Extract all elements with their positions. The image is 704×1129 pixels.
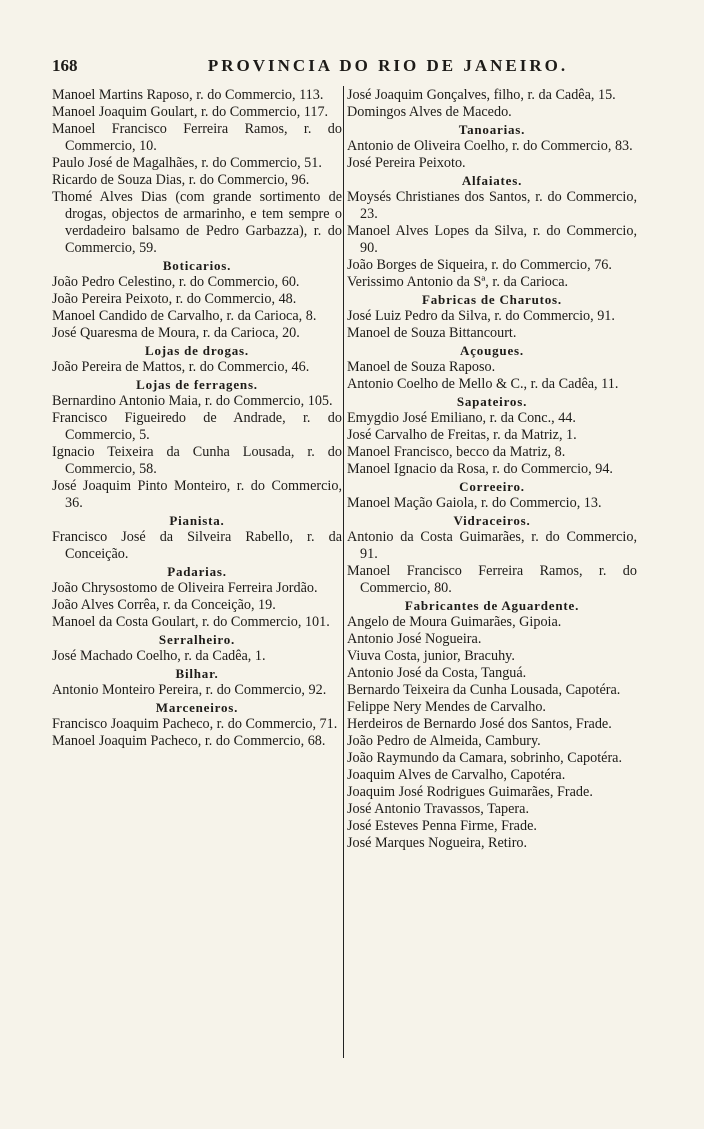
directory-entry: Manoel Candido de Carvalho, r. da Carioca, 8. xyxy=(52,308,317,324)
page-number: 168 xyxy=(52,56,78,75)
directory-entry: Verissimo Antonio da Sª, r. da Carioca. xyxy=(347,274,569,290)
section-heading: Alfaiates. xyxy=(461,173,523,188)
section-heading: Açougues. xyxy=(460,343,524,358)
directory-entry: Joaquim José Rodrigues Guimarães, Frade. xyxy=(347,784,593,800)
directory-entry: Francisco José da Silveira Rabello, r. da Conceição. xyxy=(52,529,342,562)
directory-entry: José Pereira Peixoto. xyxy=(347,155,466,171)
directory-entry: Manoel Ignacio da Rosa, r. do Commercio, 94. xyxy=(347,461,613,477)
directory-entry: Antonio Monteiro Pereira, r. do Commercio, 92. xyxy=(52,682,327,698)
right-column xyxy=(347,87,637,852)
directory-entry: Manoel de Souza Raposo. xyxy=(347,359,496,375)
directory-entry: Felippe Nery Mendes de Carvalho. xyxy=(347,699,546,715)
directory-entry: Joaquim Alves de Carvalho, Capotéra. xyxy=(347,767,566,783)
directory-entry: João Pereira de Mattos, r. do Commercio, 46. xyxy=(52,359,310,375)
directory-entry: Herdeiros de Bernardo José dos Santos, Frade. xyxy=(347,716,612,732)
section-heading: Lojas de ferragens. xyxy=(136,377,258,392)
directory-entry: José Carvalho de Freitas, r. da Matriz, 1. xyxy=(347,427,577,443)
section-heading: Serralheiro. xyxy=(158,632,236,647)
directory-entry: Manoel Francisco, becco da Matriz, 8. xyxy=(347,444,566,460)
page-header xyxy=(52,56,637,82)
directory-entry: João Chrysostomo de Oliveira Ferreira Jordão. xyxy=(52,580,318,596)
left-column xyxy=(52,87,342,750)
section-heading: Boticarios. xyxy=(162,258,232,273)
directory-entry: Antonio da Costa Guimarães, r. do Commercio, 91. xyxy=(347,529,637,562)
directory-entry: Antonio Coelho de Mello & C., r. da Cadêa, 11. xyxy=(347,376,619,392)
directory-entry: Paulo José de Magalhães, r. do Commercio, 51. xyxy=(52,155,322,171)
section-heading: Correeiro. xyxy=(459,479,525,494)
page-title: PROVINCIA DO RIO DE JANEIRO. xyxy=(207,56,569,75)
directory-entry: Manoel da Costa Goulart, r. do Commercio, 101. xyxy=(52,614,330,630)
directory-entry: Francisco Figueiredo de Andrade, r. do Commercio, 5. xyxy=(52,410,342,443)
directory-entry: Manoel Joaquim Pacheco, r. do Commercio, 68. xyxy=(52,733,326,749)
directory-entry: Emygdio José Emiliano, r. da Conc., 44. xyxy=(347,410,576,426)
section-heading: Pianista. xyxy=(169,513,225,528)
directory-entry: José Antonio Travassos, Tapera. xyxy=(347,801,529,817)
section-heading: Padarias. xyxy=(167,564,227,579)
directory-entry: Antonio José Nogueira. xyxy=(347,631,482,647)
directory-entry: Antonio José da Costa, Tanguá. xyxy=(347,665,527,681)
directory-entry: Moysés Christianes dos Santos, r. do Commercio, 23. xyxy=(347,189,637,222)
directory-entry: José Luiz Pedro da Silva, r. do Commercio, 91. xyxy=(347,308,615,324)
directory-entry: Viuva Costa, junior, Bracuhy. xyxy=(347,648,515,664)
directory-entry: José Marques Nogueira, Retiro. xyxy=(347,835,528,851)
directory-entry: Manoel de Souza Bittancourt. xyxy=(347,325,517,341)
directory-entry: João Alves Corrêa, r. da Conceição, 19. xyxy=(52,597,276,613)
directory-entry: Manoel Martins Raposo, r. do Commercio, 113. xyxy=(52,87,324,103)
directory-entry: João Pedro Celestino, r. do Commercio, 60. xyxy=(52,274,300,290)
directory-entry: Ignacio Teixeira da Cunha Lousada, r. do Commercio, 58. xyxy=(52,444,342,477)
section-heading: Fabricas de Charutos. xyxy=(422,292,562,307)
column-divider xyxy=(343,86,344,1058)
section-heading: Fabricantes de Aguardente. xyxy=(404,598,580,613)
directory-entry: José Quaresma de Moura, r. da Carioca, 20. xyxy=(52,325,300,341)
directory-entry: Domingos Alves de Macedo. xyxy=(347,104,512,120)
section-heading: Lojas de drogas. xyxy=(145,343,249,358)
directory-entry: José Machado Coelho, r. da Cadêa, 1. xyxy=(52,648,266,664)
directory-entry: Manoel Joaquim Goulart, r. do Commercio, 117. xyxy=(52,104,329,120)
directory-entry: Francisco Joaquim Pacheco, r. do Commercio, 71. xyxy=(52,716,338,732)
directory-entry: Bernardino Antonio Maia, r. do Commercio, 105. xyxy=(52,393,333,409)
section-heading: Vidraceiros. xyxy=(453,513,531,528)
directory-entry: Thomé Alves Dias (com grande sortimento de drogas, objectos de armarinho, e tem sempre o verdadeiro balsamo de Pedro Garbazza), r. do Commercio, 59. xyxy=(52,189,342,256)
directory-entry: Angelo de Moura Guimarães, Gipoia. xyxy=(347,614,562,630)
directory-entry: João Pedro de Almeida, Cambury. xyxy=(347,733,541,749)
directory-entry: Antonio de Oliveira Coelho, r. do Commercio, 83. xyxy=(347,138,633,154)
section-heading: Marceneiros. xyxy=(155,700,239,715)
directory-entry: Ricardo de Souza Dias, r. do Commercio, 96. xyxy=(52,172,310,188)
directory-entry: João Raymundo da Camara, sobrinho, Capotéra. xyxy=(347,750,623,766)
section-heading: Bilhar. xyxy=(175,666,219,681)
directory-entry: José Joaquim Gonçalves, filho, r. da Cadêa, 15. xyxy=(347,87,616,103)
directory-entry: João Borges de Siqueira, r. do Commercio, 76. xyxy=(347,257,612,273)
section-heading: Sapateiros. xyxy=(456,394,528,409)
directory-entry: Bernardo Teixeira da Cunha Lousada, Capotéra. xyxy=(347,682,621,698)
directory-entry: Manoel Francisco Ferreira Ramos, r. do Commercio, 80. xyxy=(347,563,637,596)
directory-entry: Manoel Francisco Ferreira Ramos, r. do Commercio, 10. xyxy=(52,121,342,154)
section-heading: Tanoarias. xyxy=(458,122,526,137)
directory-entry: João Pereira Peixoto, r. do Commercio, 48. xyxy=(52,291,297,307)
directory-entry: José Joaquim Pinto Monteiro, r. do Commercio, 36. xyxy=(52,478,342,511)
directory-entry: Manoel Alves Lopes da Silva, r. do Commercio, 90. xyxy=(347,223,637,256)
directory-entry: José Esteves Penna Firme, Frade. xyxy=(347,818,537,834)
directory-entry: Manoel Mação Gaiola, r. do Commercio, 13. xyxy=(347,495,602,511)
